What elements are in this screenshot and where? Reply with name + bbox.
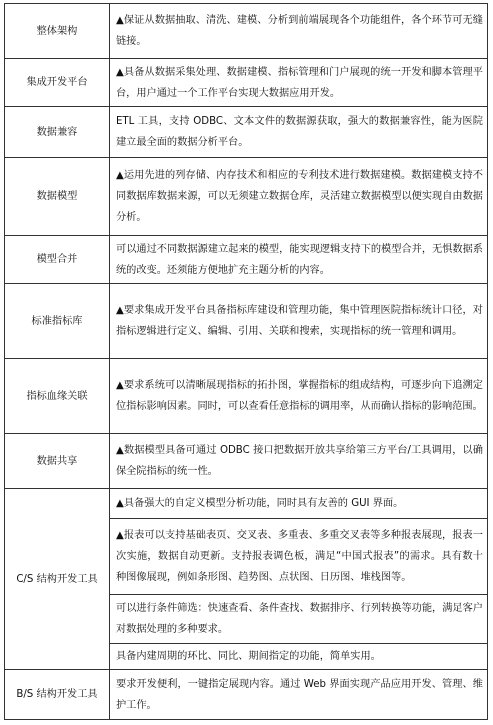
category-cell: 标准指标库 — [5, 284, 110, 359]
table-row — [5, 107, 488, 158]
description-cell: 可以进行条件筛选：快速查看、条件查找、数据排序、行列转换等功能，满足客户对数据处理的多种要求。 — [110, 595, 488, 644]
category-cell: 数据兼容 — [5, 107, 110, 158]
description-cell: ▲数据模型具备可通过 ODBC 接口把数据开放共享给第三方平台/工具调用，以确保全院指标的统一性。 — [110, 434, 488, 489]
category-cell: C/S 结构开发工具 — [5, 489, 110, 670]
table-row — [5, 236, 488, 284]
description-cell: ETL 工具，支持 ODBC、文本文件的数据源获取，强大的数据兼容性，能为医院建立最全面的数据分析平台。 — [110, 107, 488, 158]
requirements-table-container — [4, 3, 488, 720]
description-cell: 可以通过不同数据源建立起来的模型，能实现逻辑支持下的模型合并，无惧数据系统的改变。还须能方便地扩充主题分析的内容。 — [110, 236, 488, 284]
description-cell: 要求开发便利，一键指定展现内容。通过 Web 界面实现产品应用开发、管理、维护工作。 — [110, 670, 488, 720]
description-cell: ▲要求集成开发平台具备指标库建设和管理功能，集中管理医院指标统计口径，对指标逻辑进行定义、编辑、引用、关联和搜索，实现指标的统一管理和调用。 — [110, 284, 488, 359]
category-cell: 数据共享 — [5, 434, 110, 489]
description-cell: ▲运用先进的列存储、内存技术和相应的专利技术进行数据建模。数据建模支持不同数据库数据来源，可以无须建立数据仓库，灵活建立数据模型以便实现自由数据分析。 — [110, 158, 488, 236]
table-row — [5, 489, 488, 519]
description-cell: ▲要求系统可以清晰展现指标的拓扑图，掌握指标的组成结构，可逐步向下追溯定位指标影响因素。同时，可以查看任意指标的调用率，从而确认指标的影响范围。 — [110, 359, 488, 434]
category-cell: B/S 结构开发工具 — [5, 670, 110, 720]
table-row — [5, 359, 488, 434]
table-row — [5, 158, 488, 236]
category-cell: 集成开发平台 — [5, 59, 110, 107]
description-cell: ▲报表可以支持基础表页、交叉表、多重表、多重交叉表等多种报表展现，报表一次实施，数据自动更新。支持报表调色板，满足“中国式报表”的需求。具有数十种图像展现，例如条形图、趋势图、点状图、日历图、堆栈图等。 — [110, 519, 488, 595]
table-row — [5, 59, 488, 107]
description-cell: 具备内建周期的环比、同比、期间指定的功能，简单实用。 — [110, 644, 488, 670]
description-cell: ▲保证从数据抽取、清洗、建模、分析到前端展现各个功能组件，各个环节可无缝链接。 — [110, 4, 488, 59]
category-cell: 整体架构 — [5, 4, 110, 59]
table-row — [5, 4, 488, 59]
category-cell: 数据模型 — [5, 158, 110, 236]
category-cell: 模型合并 — [5, 236, 110, 284]
table-row — [5, 434, 488, 489]
requirements-table — [4, 3, 488, 720]
table-row — [5, 284, 488, 359]
description-cell: ▲具备从数据采集处理、数据建模、指标管理和门户展现的统一开发和脚本管理平台，用户通过一个工作平台实现大数据应用开发。 — [110, 59, 488, 107]
table-row — [5, 670, 488, 720]
description-cell: ▲具备强大的自定义模型分析功能，同时具有友善的 GUI 界面。 — [110, 489, 488, 519]
category-cell: 指标血缘关联 — [5, 359, 110, 434]
